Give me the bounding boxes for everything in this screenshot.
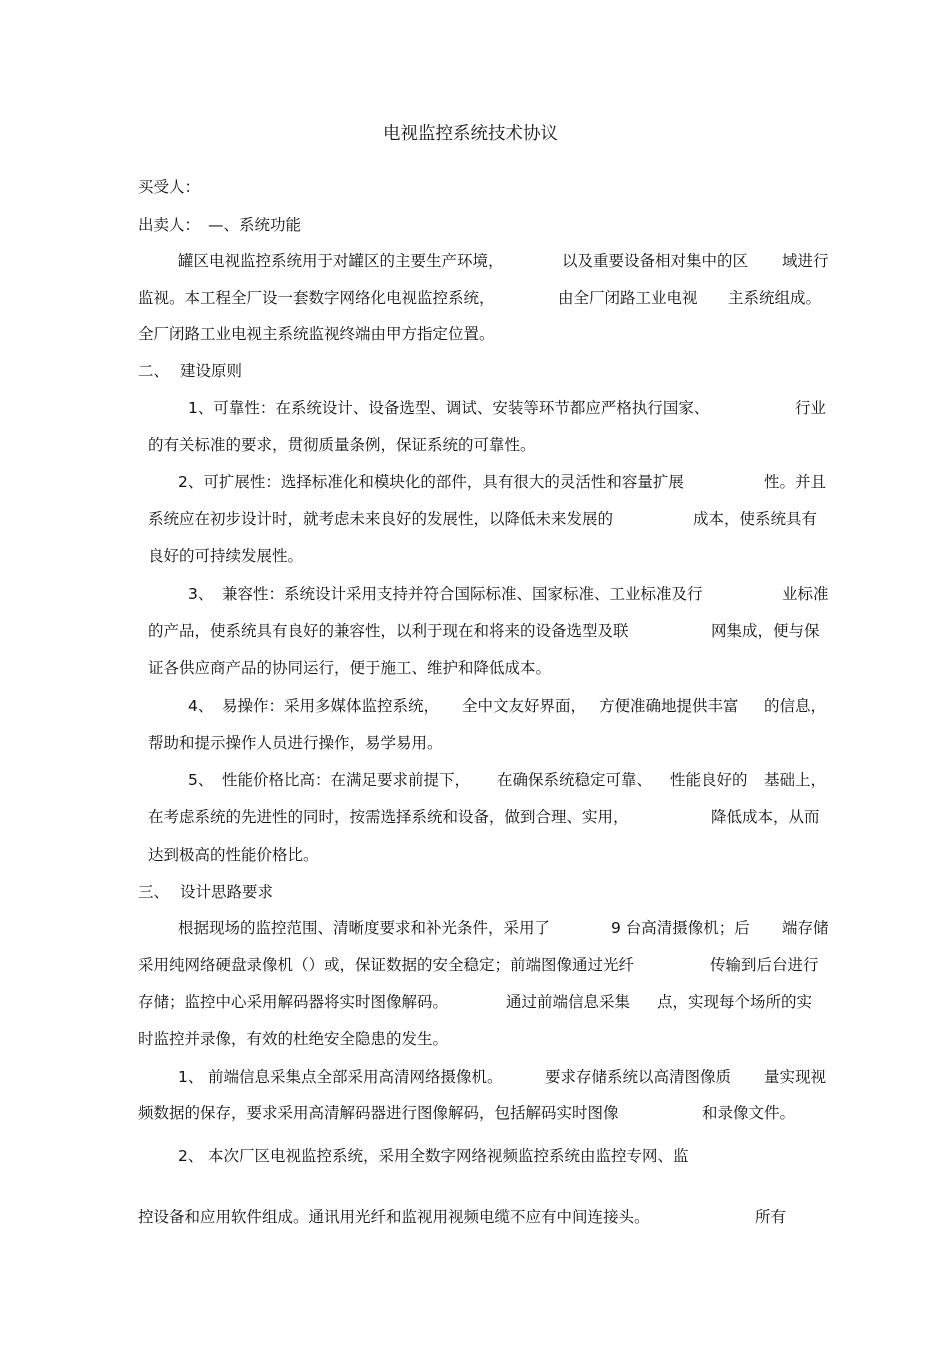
list-item-fragment: 性能良好的 [670, 771, 748, 789]
list-item-fragment: 成本，使系统具有 [693, 510, 818, 528]
paragraph-fragment: 所有 [755, 1208, 787, 1226]
list-item-fragment: 前端信息采集点全部采用高清网络摄像机。 [208, 1068, 503, 1086]
paragraph-fragment: 罐区电视监控系统用于对罐区的主要生产环境， [178, 252, 504, 270]
paragraph-fragment: 9 台高清摄像机；后 [611, 919, 750, 937]
list-item-fragment: 3、 [188, 585, 214, 603]
list-item-fragment: 在考虑系统的先进性的同时，按需选择系统和设备，做到合理、实用， [148, 808, 629, 826]
section-2-number: 二、 [138, 362, 170, 380]
list-item-fragment: 达到极高的性能价格比。 [148, 846, 319, 864]
list-item-fragment: 方便准确地提供丰富 [599, 697, 739, 715]
list-item-fragment: 2、 [178, 1147, 204, 1165]
list-item-fragment: 降低成本，从而 [711, 808, 820, 826]
list-item-fragment: 业标准 [782, 585, 829, 603]
paragraph-fragment: 时监控并录像，有效的杜绝安全隐患的发生。 [138, 1030, 449, 1048]
paragraph-fragment: 控设备和应用软件组成。通讯用光纤和监视用视频电缆不应有中间连接头。 [138, 1208, 650, 1226]
paragraph-fragment: 存储；监控中心采用解码器将实时图像解码。 [138, 993, 449, 1011]
list-item-fragment: 2、可扩展性：选择标准化和模块化的部件，具有很大的灵活性和容量扩展 [178, 473, 684, 491]
list-item-fragment: 本次厂区电视监控系统，采用全数字网络视频监控系统由监控专网、监 [208, 1147, 689, 1165]
list-item-fragment: 的信息， [764, 697, 827, 715]
section-2-heading: 建设原则 [180, 362, 243, 380]
list-item-fragment: 的有关标准的要求，贯彻质量条例，保证系统的可靠性。 [148, 436, 536, 454]
buyer-label: 买受人： [138, 178, 201, 196]
list-item-fragment: 系统应在初步设计时，就考虑未来良好的发展性，以降低未来发展的 [148, 510, 614, 528]
seller-label: 出卖人： [138, 216, 201, 234]
paragraph-fragment: 传输到后台进行 [710, 956, 819, 974]
list-item-fragment: 基础上， [764, 771, 827, 789]
list-item-fragment: 良好的可持续发展性。 [148, 547, 304, 565]
paragraph-fragment: 端存储 [782, 919, 829, 937]
list-item-fragment: 1、可靠性：在系统设计、设备选型、调试、安装等环节都应严格执行国家、 [188, 399, 710, 417]
paragraph-fragment: 以及重要设备相对集中的区 [562, 252, 749, 270]
list-item-fragment: 兼容性：系统设计采用支持并符合国际标准、国家标准、工业标准及行 [222, 585, 703, 603]
list-item-fragment: 频数据的保存，要求采用高清解码器进行图像解码，包括解码实时图像 [138, 1104, 619, 1122]
list-item-fragment: 在确保系统稳定可靠、 [497, 771, 653, 789]
list-item-fragment: 5、 [188, 771, 214, 789]
paragraph-fragment: 根据现场的监控范围、清晰度要求和补光条件，采用了 [178, 919, 551, 937]
paragraph-fragment: 监视。本工程全厂设一套数字网络化电视监控系统， [138, 289, 495, 307]
paragraph-fragment: 由全厂闭路工业电视 [558, 289, 698, 307]
list-item-fragment: 网集成，便与保 [711, 622, 820, 640]
list-item-fragment: 行业 [795, 399, 827, 417]
list-item-fragment: 帮助和提示操作人员进行操作，易学易用。 [148, 734, 443, 752]
list-item-fragment: 性能价格比高：在满足要求前提下， [222, 771, 471, 789]
list-item-fragment: 和录像文件。 [702, 1104, 796, 1122]
paragraph-fragment: 点，实现每个场所的实 [657, 993, 813, 1011]
section-3-number: 三、 [138, 883, 170, 901]
list-item-fragment: 全中文友好界面， [462, 697, 587, 715]
document-title: 电视监控系统技术协议 [383, 124, 558, 144]
list-item-fragment: 量实现视 [764, 1068, 827, 1086]
list-item-fragment: 4、 [188, 697, 214, 715]
list-item-fragment: 性。并且 [764, 473, 827, 491]
list-item-fragment: 证各供应商产品的协同运行，便于施工、维护和降低成本。 [148, 659, 552, 677]
paragraph-fragment: 全厂闭路工业电视主系统监视终端由甲方指定位置。 [138, 325, 495, 343]
paragraph-fragment: 通过前端信息采集 [506, 993, 631, 1011]
list-item-fragment: 1、 [178, 1068, 204, 1086]
list-item-fragment: 的产品，使系统具有良好的兼容性，以利于现在和将来的设备选型及联 [148, 622, 629, 640]
paragraph-fragment: 采用纯网络硬盘录像机（）或，保证数据的安全稳定；前端图像通过光纤 [138, 956, 635, 974]
paragraph-fragment: 域进行 [782, 252, 829, 270]
list-item-fragment: 易操作：采用多媒体监控系统， [222, 697, 440, 715]
list-item-fragment: 要求存储系统以高清图像质 [545, 1068, 732, 1086]
section-3-heading: 设计思路要求 [180, 883, 274, 901]
section-1-heading: —、系统功能 [208, 216, 302, 234]
paragraph-fragment: 主系统组成。 [728, 289, 822, 307]
